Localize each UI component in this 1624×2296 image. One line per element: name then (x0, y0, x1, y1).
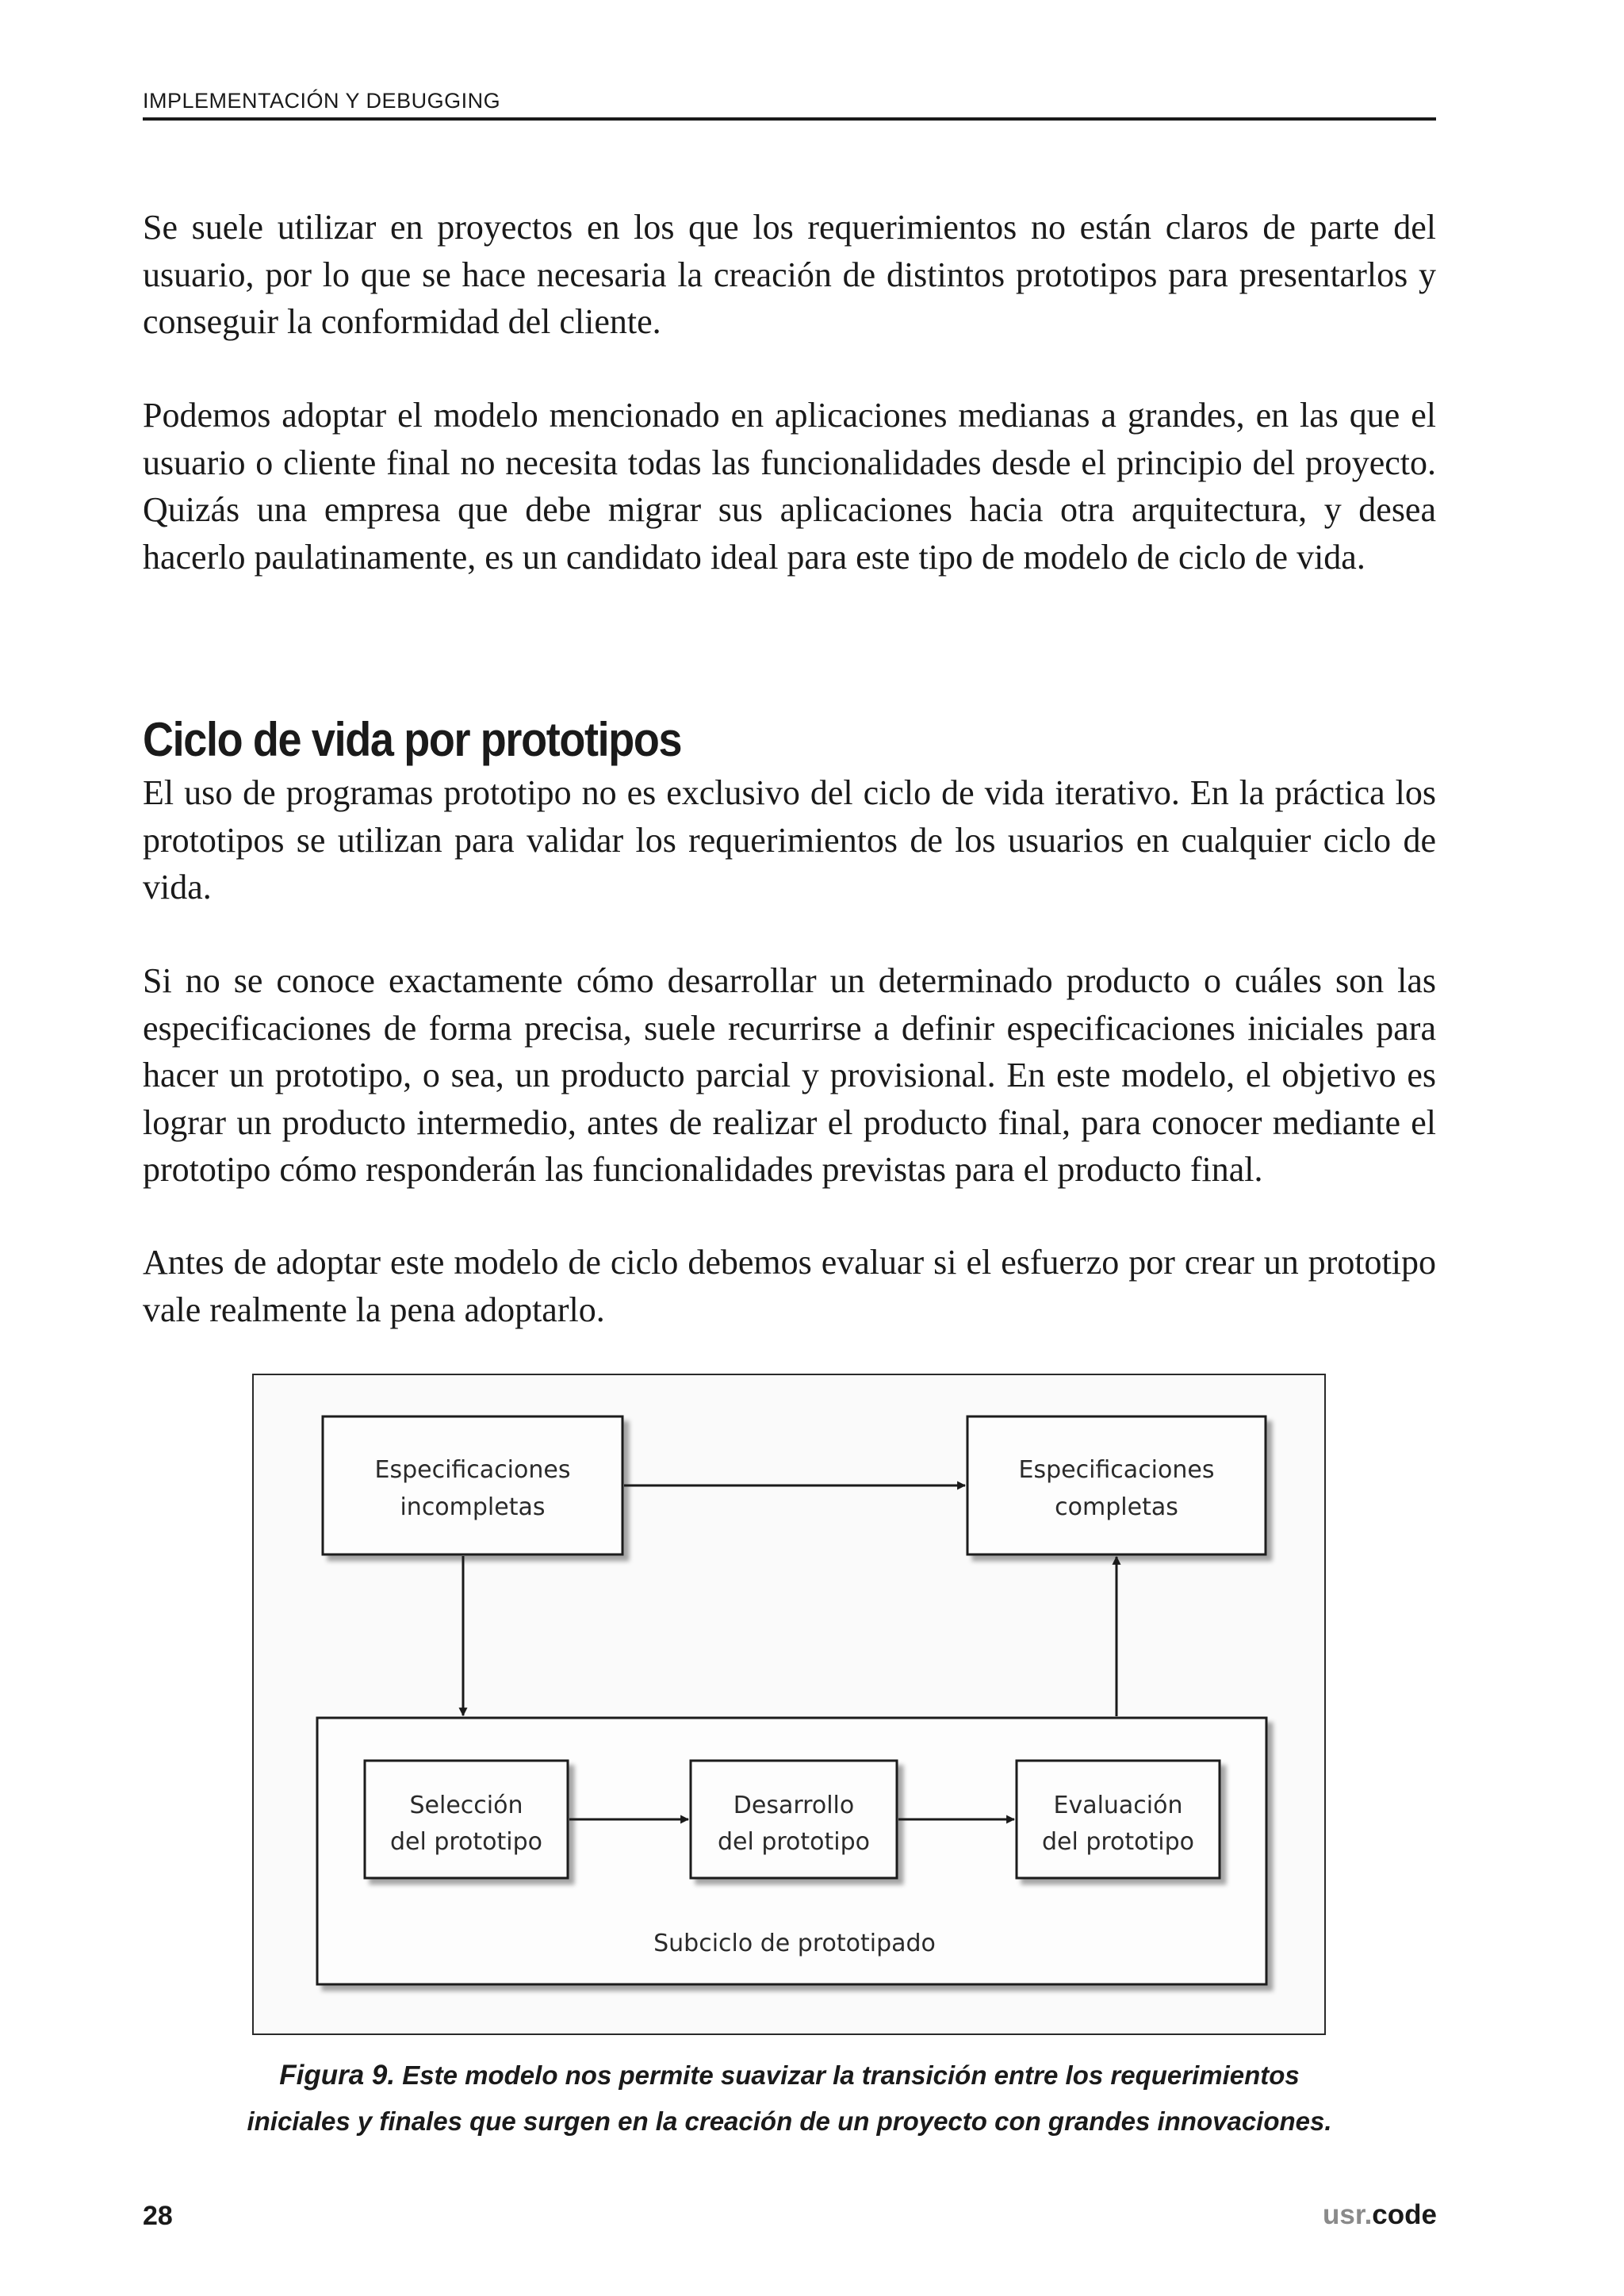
box-selection (365, 1761, 568, 1878)
brand-part-3: code (1372, 2199, 1437, 2230)
section-heading: Ciclo de vida por prototipos (143, 713, 682, 766)
header-rule (143, 117, 1436, 121)
box-development (691, 1761, 897, 1878)
paragraph-1: Se suele utilizar en proyectos en los que los requerimientos no están claros de parte del usuario, por lo que se hace necesaria la creación de distintos prototipos para presentarlos y conseguir la conformidad del cliente. (143, 208, 1436, 341)
box-spec-complete-line2: completas (1055, 1493, 1178, 1521)
brand-part-1: usr (1323, 2199, 1365, 2230)
brand-part-2: . (1364, 2199, 1373, 2230)
caption-line-2: iniciales y finales que surgen en la creación de un proyecto con grandes innovaciones. (247, 2106, 1332, 2136)
subcycle-label: Subciclo de prototipado (653, 1930, 936, 1957)
caption-text-1: Este modelo nos permite suavizar la transición entre los requerimientos (402, 2060, 1300, 2090)
publisher-brand (1323, 2199, 1437, 2231)
box-selection-line1: Selección (409, 1792, 523, 1819)
box-development-line2: del prototipo (717, 1828, 871, 1856)
box-evaluation-line2: del prototipo (1041, 1828, 1195, 1856)
caption-figure-label: Figura 9. (279, 2060, 396, 2091)
running-header-title: IMPLEMENTACIÓN Y DEBUGGING (143, 89, 501, 113)
box-selection-line2: del prototipo (389, 1828, 543, 1856)
box-spec-incomplete (323, 1416, 622, 1554)
paragraph-4: Si no se conoce exactamente cómo desarrollar un determinado producto o cuáles son las especificaciones de forma precisa, suele recurrirse a definir especificaciones iniciales para hacer un prototipo, o sea, un producto parcial y provisional. En este modelo, el objetivo es lograr un producto intermedio, antes de realizar el producto final, para conocer mediante el prototipo cómo responderán las funcionalidades previstas para el producto final. (143, 961, 1436, 1189)
box-evaluation-line1: Evaluación (1053, 1792, 1183, 1819)
prototype-lifecycle-diagram (254, 1375, 1324, 2033)
box-evaluation (1017, 1761, 1220, 1878)
box-spec-incomplete-line2: incompletas (400, 1493, 546, 1521)
box-spec-incomplete-line1: Especificaciones (374, 1456, 571, 1484)
paragraph-5: Antes de adoptar este modelo de ciclo debemos evaluar si el esfuerzo por crear un prototipo vale realmente la pena adoptarlo. (143, 1243, 1436, 1329)
caption-line-1 (143, 2053, 1436, 2099)
figure-caption (143, 2053, 1436, 2145)
paragraph-3: El uso de programas prototipo no es exclusivo del ciclo de vida iterativo. En la práctica los prototipos se utilizan para validar los requerimientos de los usuarios en cualquier ciclo de vida. (143, 773, 1436, 907)
paragraph-2: Podemos adoptar el modelo mencionado en aplicaciones medianas a grandes, en las que el usuario o cliente final no necesita todas las funcionalidades desde el principio del proyecto. Quizás una empresa que debe migrar sus aplicaciones hacia otra arquitectura, y desea hacerlo paulatinamente, es un candidato ideal para este tipo de modelo de ciclo de vida. (143, 396, 1436, 577)
page-number: 28 (143, 2201, 173, 2231)
box-development-line1: Desarrollo (733, 1792, 855, 1819)
figure-frame (252, 1374, 1326, 2035)
box-spec-complete-line1: Especificaciones (1018, 1456, 1215, 1484)
box-spec-complete (967, 1416, 1266, 1554)
